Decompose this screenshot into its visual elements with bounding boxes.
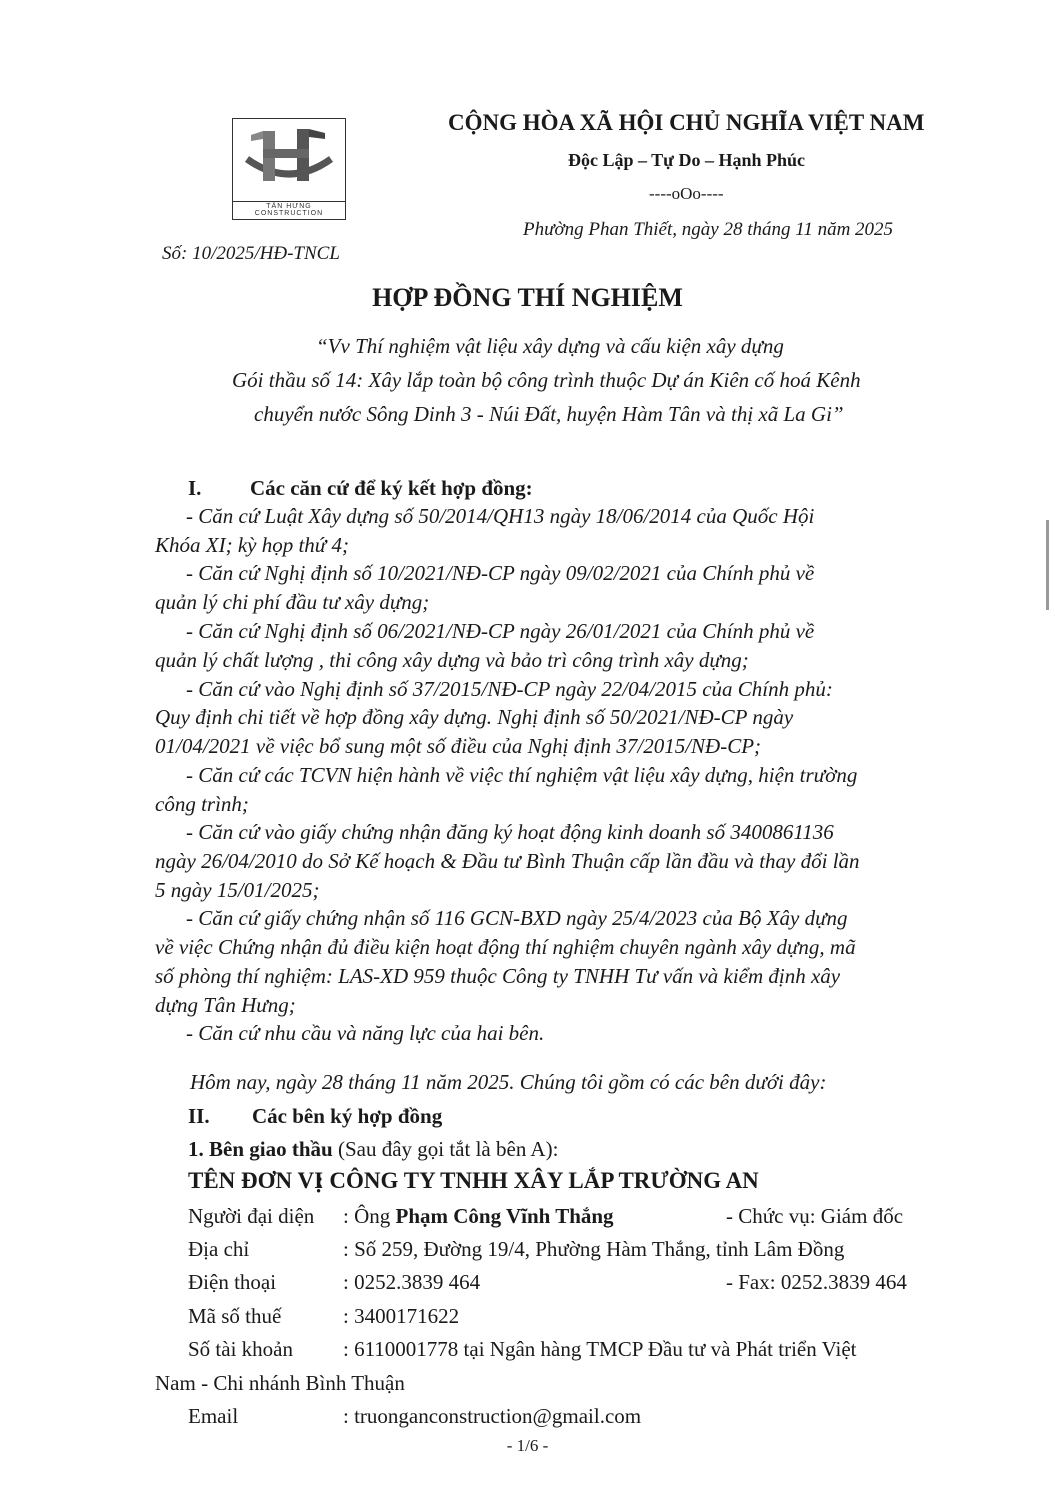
logo-graphic bbox=[233, 119, 345, 205]
rep-label: Người đại diện bbox=[188, 1204, 315, 1228]
logo-text: TÂN HƯNG CONSTRUCTION bbox=[233, 201, 345, 217]
unit-value: : CÔNG TY TNHH XÂY LẮP TRƯỜNG AN bbox=[316, 1168, 759, 1193]
section-2-number: II. bbox=[188, 1104, 210, 1128]
basis-line-9: 01/04/2021 về việc bổ sung một số điều của Nghị định 37/2015/NĐ-CP; bbox=[155, 734, 762, 758]
party-a-label bbox=[188, 1137, 558, 1162]
basis-line-11: công trình; bbox=[155, 792, 249, 816]
rep-name: Phạm Công Vĩnh Thắng bbox=[395, 1204, 614, 1228]
phone-label: Điện thoại bbox=[188, 1270, 277, 1294]
company-logo bbox=[232, 118, 346, 220]
phone-value: : 0252.3839 464 bbox=[343, 1270, 481, 1294]
subject-line-2: Gói thầu số 14: Xây lắp toàn bộ công trình thuộc Dự án Kiên cố hoá Kênh bbox=[232, 368, 861, 392]
tax-label: Mã số thuế bbox=[188, 1304, 282, 1328]
basis-line-14: 5 ngày 15/01/2025; bbox=[155, 878, 320, 902]
header-separator: ----oOo---- bbox=[649, 184, 724, 203]
section-2-heading: Các bên ký hợp đồng bbox=[252, 1104, 443, 1128]
basis-line-15: - Căn cứ giấy chứng nhận số 116 GCN-BXD ngày 25/4/2023 của Bộ Xây dựng bbox=[186, 906, 848, 930]
rep-value bbox=[343, 1204, 614, 1229]
basis-line-6: quản lý chất lượng , thi công xây dựng và bảo trì công trình xây dựng; bbox=[155, 648, 749, 672]
section-1-number: I. bbox=[188, 476, 202, 500]
basis-line-4: quản lý chi phí đầu tư xây dựng; bbox=[155, 590, 430, 614]
basis-line-19: - Căn cứ nhu cầu và năng lực của hai bên. bbox=[186, 1021, 545, 1045]
basis-line-3: - Căn cứ Nghị định số 10/2021/NĐ-CP ngày 09/02/2021 của Chính phủ về bbox=[186, 561, 815, 585]
subject-line-3: chuyển nước Sông Dinh 3 - Núi Đất, huyện Hàm Tân và thị xã La Gi” bbox=[254, 402, 844, 426]
today-line: Hôm nay, ngày 28 tháng 11 năm 2025. Chúng tôi gồm có các bên dưới đây: bbox=[190, 1070, 827, 1094]
tax-value: : 3400171622 bbox=[343, 1304, 460, 1328]
email-value: : truonganconstruction@gmail.com bbox=[343, 1404, 642, 1428]
address-label: Địa chỉ bbox=[188, 1237, 250, 1261]
basis-line-10: - Căn cứ các TCVN hiện hành về việc thí nghiệm vật liệu xây dựng, hiện trường bbox=[186, 763, 858, 787]
basis-line-8: Quy định chi tiết về hợp đồng xây dựng. Nghị định số 50/2021/NĐ-CP ngày bbox=[155, 705, 794, 729]
place-date: Phường Phan Thiết, ngày 28 tháng 11 năm 2025 bbox=[523, 219, 894, 240]
basis-line-1: - Căn cứ Luật Xây dựng số 50/2014/QH13 ngày 18/06/2014 của Quốc Hội bbox=[186, 504, 815, 528]
account-value-cont: Nam - Chi nhánh Bình Thuận bbox=[155, 1371, 405, 1395]
section-1-heading: Các căn cứ để ký kết hợp đồng: bbox=[250, 476, 533, 500]
national-motto: Độc Lập – Tự Do – Hạnh Phúc bbox=[568, 150, 806, 170]
email-label: Email bbox=[188, 1404, 239, 1428]
rep-position: - Chức vụ: Giám đốc bbox=[726, 1204, 904, 1228]
basis-line-17: số phòng thí nghiệm: LAS-XD 959 thuộc Công ty TNHH Tư vấn và kiểm định xây bbox=[155, 964, 841, 988]
document-title: HỢP ĐỒNG THÍ NGHIỆM bbox=[372, 283, 683, 312]
page-number: - 1/6 - bbox=[506, 1436, 549, 1455]
fax-value: - Fax: 0252.3839 464 bbox=[726, 1270, 907, 1294]
basis-line-18: dựng Tân Hưng; bbox=[155, 993, 296, 1017]
basis-line-7: - Căn cứ vào Nghị định số 37/2015/NĐ-CP ngày 22/04/2015 của Chính phủ: bbox=[186, 677, 833, 701]
account-value: : 6110001778 tại Ngân hàng TMCP Đầu tư và Phát triển Việt bbox=[343, 1337, 857, 1361]
nation-title: CỘNG HÒA XÃ HỘI CHỦ NGHĨA VIỆT NAM bbox=[448, 110, 925, 135]
basis-line-5: - Căn cứ Nghị định số 06/2021/NĐ-CP ngày 26/01/2021 của Chính phủ về bbox=[186, 619, 815, 643]
document-number: Số: 10/2025/HĐ-TNCL bbox=[162, 243, 340, 264]
rep-prefix: : Ông bbox=[343, 1204, 396, 1228]
account-label: Số tài khoản bbox=[188, 1337, 293, 1361]
basis-line-16: về việc Chứng nhận đủ điều kiện hoạt động thí nghiệm chuyên ngành xây dựng, mã bbox=[155, 935, 856, 959]
basis-line-2: Khóa XI; kỳ họp thứ 4; bbox=[155, 533, 349, 557]
basis-line-13: ngày 26/04/2010 do Sở Kế hoạch & Đầu tư Bình Thuận cấp lần đầu và thay đổi lần bbox=[155, 849, 860, 873]
party-a-label-bold: 1. Bên giao thầu bbox=[188, 1137, 333, 1161]
address-value: : Số 259, Đường 19/4, Phường Hàm Thắng, tỉnh Lâm Đồng bbox=[343, 1237, 845, 1261]
subject-line-1: “Vv Thí nghiệm vật liệu xây dựng và cấu kiện xây dựng bbox=[316, 334, 784, 358]
party-a-label-rest: (Sau đây gọi tắt là bên A): bbox=[332, 1137, 559, 1161]
page-edge-mark bbox=[1046, 520, 1049, 610]
unit-label: TÊN ĐƠN VỊ bbox=[188, 1168, 324, 1193]
basis-line-12: - Căn cứ vào giấy chứng nhận đăng ký hoạt động kinh doanh số 3400861136 bbox=[186, 820, 834, 844]
